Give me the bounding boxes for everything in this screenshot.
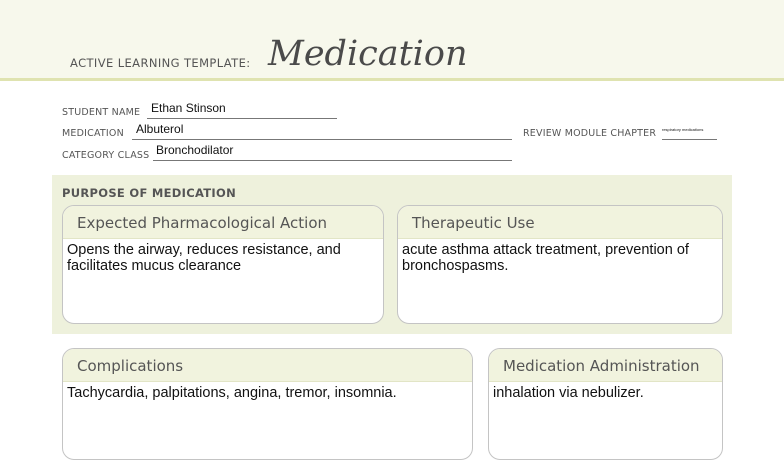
administration-text[interactable]: inhalation via nebulizer. bbox=[493, 385, 644, 401]
expected-action-box bbox=[62, 205, 384, 324]
category-class-label: CATEGORY CLASS bbox=[62, 150, 150, 161]
header-divider bbox=[0, 78, 784, 81]
expected-action-text[interactable]: Opens the airway, reduces resistance, and facilitates mucus clearance bbox=[67, 242, 341, 274]
complications-title: Complications bbox=[77, 357, 184, 375]
complications-text[interactable]: Tachycardia, palpitations, angina, tremor, insomnia. bbox=[67, 385, 397, 401]
administration-header bbox=[489, 349, 722, 382]
administration-box bbox=[488, 348, 723, 460]
expected-action-header bbox=[63, 206, 383, 239]
template-header bbox=[0, 0, 784, 80]
review-module-chapter-label: REVIEW MODULE CHAPTER bbox=[523, 128, 657, 139]
therapeutic-use-header bbox=[398, 206, 722, 239]
purpose-section-title: PURPOSE OF MEDICATION bbox=[62, 186, 236, 200]
medication-field[interactable]: Albuterol bbox=[136, 122, 184, 136]
therapeutic-use-text[interactable]: acute asthma attack treatment, prevention of bronchospasms. bbox=[402, 242, 689, 274]
medication-label: MEDICATION bbox=[62, 128, 124, 139]
administration-title: Medication Administration bbox=[503, 357, 700, 375]
template-label: ACTIVE LEARNING TEMPLATE: bbox=[70, 56, 251, 70]
therapeutic-use-box bbox=[397, 205, 723, 324]
category-class-underline bbox=[153, 160, 512, 161]
therapeutic-use-title: Therapeutic Use bbox=[412, 214, 535, 232]
student-name-label: STUDENT NAME bbox=[62, 107, 141, 118]
review-module-chapter-field[interactable]: respiratory medications bbox=[662, 127, 704, 132]
expected-action-title: Expected Pharmacological Action bbox=[77, 214, 328, 232]
category-class-field[interactable]: Bronchodilator bbox=[156, 143, 234, 157]
complications-header bbox=[63, 349, 472, 382]
student-name-field[interactable]: Ethan Stinson bbox=[151, 101, 226, 115]
medication-underline bbox=[132, 139, 512, 140]
page-title: Medication bbox=[268, 34, 468, 74]
review-module-chapter-underline bbox=[662, 139, 717, 140]
complications-box bbox=[62, 348, 473, 460]
student-name-underline bbox=[147, 118, 337, 119]
